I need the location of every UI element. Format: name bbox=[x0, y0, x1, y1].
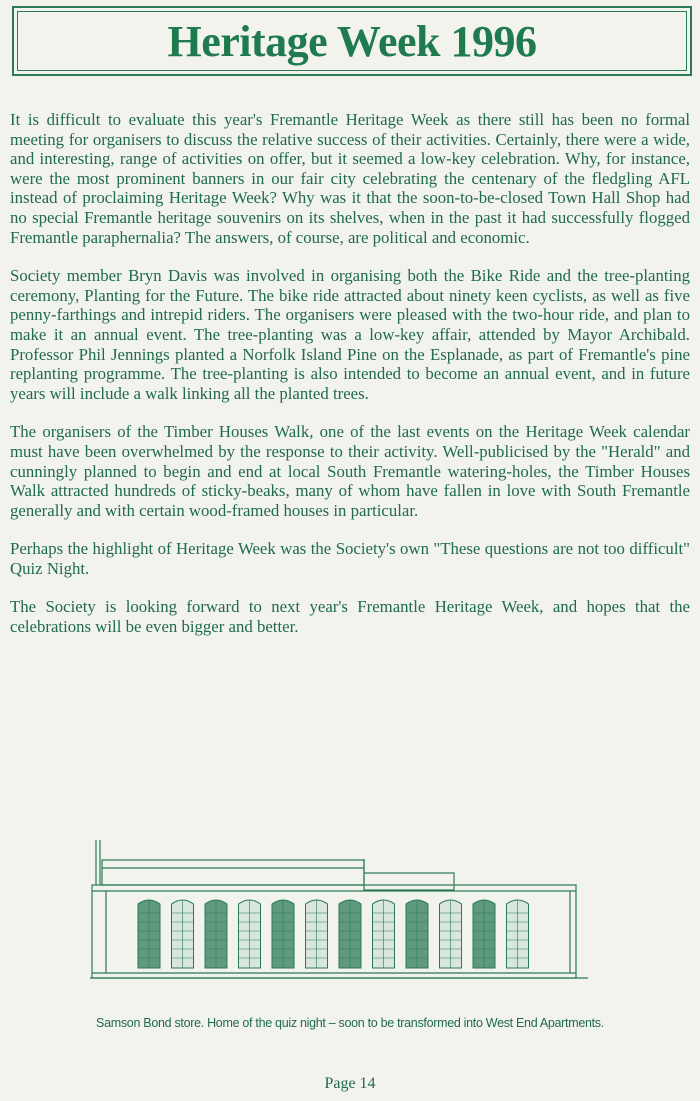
paragraph-1: It is difficult to evaluate this year's Fremantle Heritage Week as there still has been no formal meeting for organisers to discuss the relative success of their activities. Certainly, there were a wide, and interesting, range of activities on offer, but it seemed a low-key celebration. Why, for instance, were the most prominent banners in our fair city celebrating the centenary of the fledgling AFL instead of proclaiming Heritage Week? Why was it that the soon-to-be-closed Town Hall Shop had no special Fremantle heritage souvenirs on its shelves, when in the past it had successfully flogged Fremantle paraphernalia? The answers, of course, are political and economic. bbox=[10, 110, 690, 247]
window-row bbox=[138, 900, 529, 968]
paragraph-3: The organisers of the Timber Houses Walk, one of the last events on the Heritage Week calendar must have been overwhelmed by the response to their activity. Well-publicised by the "Herald" and cunningly planned to begin and end at local South Fremantle watering-holes, the Timber Houses Walk attracted hundreds of sticky-beaks, many of whom have fallen in love with South Fremantle generally and with certain wood-framed houses in particular. bbox=[10, 422, 690, 520]
page-title: Heritage Week 1996 bbox=[167, 17, 537, 66]
illustration-caption: Samson Bond store. Home of the quiz night – soon to be transformed into West End Apartments. bbox=[96, 1016, 604, 1030]
page-number: Page 14 bbox=[324, 1075, 376, 1092]
paragraph-2: Society member Bryn Davis was involved in organising both the Bike Ride and the tree-planting ceremony, Planting for the Future. The bike ride attracted about ninety keen cyclists, as well as five penny-farthings and intrepid riders. The organisers were pleased with the two-hour ride, and plan to make it an annual event. The tree-planting was a low-key affair, attended by Mayor Archibald. Professor Phil Jennings planted a Norfolk Island Pine on the Esplanade, as part of Fremantle's pine replanting programme. The tree-planting is also intended to become an annual event, and in future years will include a walk linking all the planted trees. bbox=[10, 266, 690, 403]
samson-bond-store-drawing bbox=[88, 835, 588, 985]
article-body bbox=[10, 110, 690, 656]
paragraph-4: Perhaps the highlight of Heritage Week was the Society's own "These questions are not too difficult" Quiz Night. bbox=[10, 539, 690, 578]
title-frame bbox=[12, 6, 692, 76]
paragraph-5: The Society is looking forward to next year's Fremantle Heritage Week, and hopes that the celebrations will be even bigger and better. bbox=[10, 597, 690, 637]
